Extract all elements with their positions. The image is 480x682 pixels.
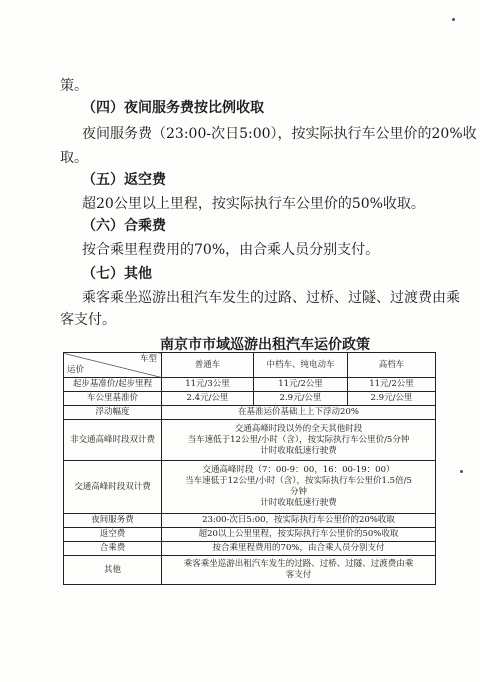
- corner-vehicle-label: 车型: [139, 354, 157, 364]
- table-row: [64, 378, 436, 392]
- cell-line: 计时收取低速行驶费: [260, 498, 337, 508]
- table-row: [64, 406, 436, 420]
- table-row: [64, 556, 436, 585]
- section-4-heading: （四）夜间服务费按比例收取: [82, 100, 264, 116]
- row-label: 起步基准价/起步里程: [64, 378, 162, 392]
- table-row: [64, 528, 436, 542]
- section-4-text-line-2: 取。: [60, 150, 88, 166]
- row-label: 浮动幅度: [64, 406, 162, 420]
- table-cell: 11元/2公里: [348, 378, 436, 392]
- table-cell: 2.9元/公里: [348, 392, 436, 406]
- cell-line: 当车速低于12公里/小时（含），按实际执行车公里价1.5倍/5: [185, 476, 412, 486]
- table-cell: 2.9元/公里: [254, 392, 348, 406]
- row-label: 其他: [64, 556, 162, 585]
- table-cell: [162, 556, 436, 585]
- section-5-text: 超20公里以上里程，按实际执行车公里价的50%收取。: [82, 196, 425, 212]
- section-4-text-line-1: 夜间服务费（23:00-次日5:00），按实际执行车公里价的20%收: [82, 126, 477, 142]
- table-cell: 2.4元/公里: [162, 392, 254, 406]
- section-7-text-line-1: 乘客乘坐巡游出租汽车发生的过路、过桥、过隧、过渡费由乘: [82, 290, 460, 306]
- table-row: [64, 514, 436, 528]
- row-label: 非交通高峰时段双计费: [64, 420, 162, 461]
- table-row: [64, 461, 436, 514]
- table-cell: 在基准运价基础上上下浮动20%: [162, 406, 436, 420]
- table-cell: [162, 420, 436, 461]
- scan-speck: [452, 18, 455, 21]
- column-header: 中档车、纯电动车: [254, 353, 348, 378]
- row-label: 返空费: [64, 528, 162, 542]
- table-header-row: [64, 353, 436, 378]
- table-title: 南京市市域巡游出租汽车运价政策: [160, 337, 370, 353]
- scan-speck: [460, 470, 463, 473]
- row-label: 合乘费: [64, 542, 162, 556]
- table-row: [64, 392, 436, 406]
- paragraph-continuation: 策。: [60, 78, 88, 94]
- cell-line: 乘客乘坐巡游出租汽车发生的过路、过桥、过隧、过渡费由乘: [183, 559, 414, 569]
- column-header: 普通车: [162, 353, 254, 378]
- cell-line: 客支付: [285, 570, 312, 580]
- section-6-heading: （六）合乘费: [82, 218, 166, 234]
- row-label: 车公里基准价: [64, 392, 162, 406]
- corner-header-cell: [64, 353, 162, 378]
- table-cell: [162, 461, 436, 514]
- cell-line: 交通高峰时段以外的全天其他时段: [234, 423, 363, 434]
- cell-line: 当车速低于12公里/小时（含），按实际执行车公里价/5分钟: [187, 434, 410, 445]
- table-cell: 11元/3公里: [162, 378, 254, 392]
- table-row: [64, 542, 436, 556]
- column-header: 高档车: [348, 353, 436, 378]
- row-label: 交通高峰时段双计费: [64, 461, 162, 514]
- corner-fare-label: 运价: [67, 365, 85, 375]
- row-label: 夜间服务费: [64, 514, 162, 528]
- section-7-heading: （七）其他: [82, 266, 152, 282]
- table-cell: 超20以上公里里程，按实际执行车公里价的50%收取: [162, 528, 436, 542]
- section-6-text: 按合乘里程费用的70%，由合乘人员分别支付。: [82, 242, 380, 258]
- cell-line: 交通高峰时段（7：00-9：00，16：00-19：00）: [202, 465, 395, 475]
- fare-table: [63, 352, 436, 585]
- section-7-text-line-2: 客支付。: [60, 312, 116, 328]
- table-cell: 11元/2公里: [254, 378, 348, 392]
- table-cell: 23:00-次日5:00，按实际执行车公里价的20%收取: [162, 514, 436, 528]
- cell-line: 计时收取低速行驶费: [260, 445, 337, 456]
- section-5-heading: （五）返空费: [82, 172, 166, 188]
- table-cell: 按合乘里程费用的70%，由合乘人员分别支付: [162, 542, 436, 556]
- cell-line: 分钟: [289, 487, 307, 497]
- table-row: [64, 420, 436, 461]
